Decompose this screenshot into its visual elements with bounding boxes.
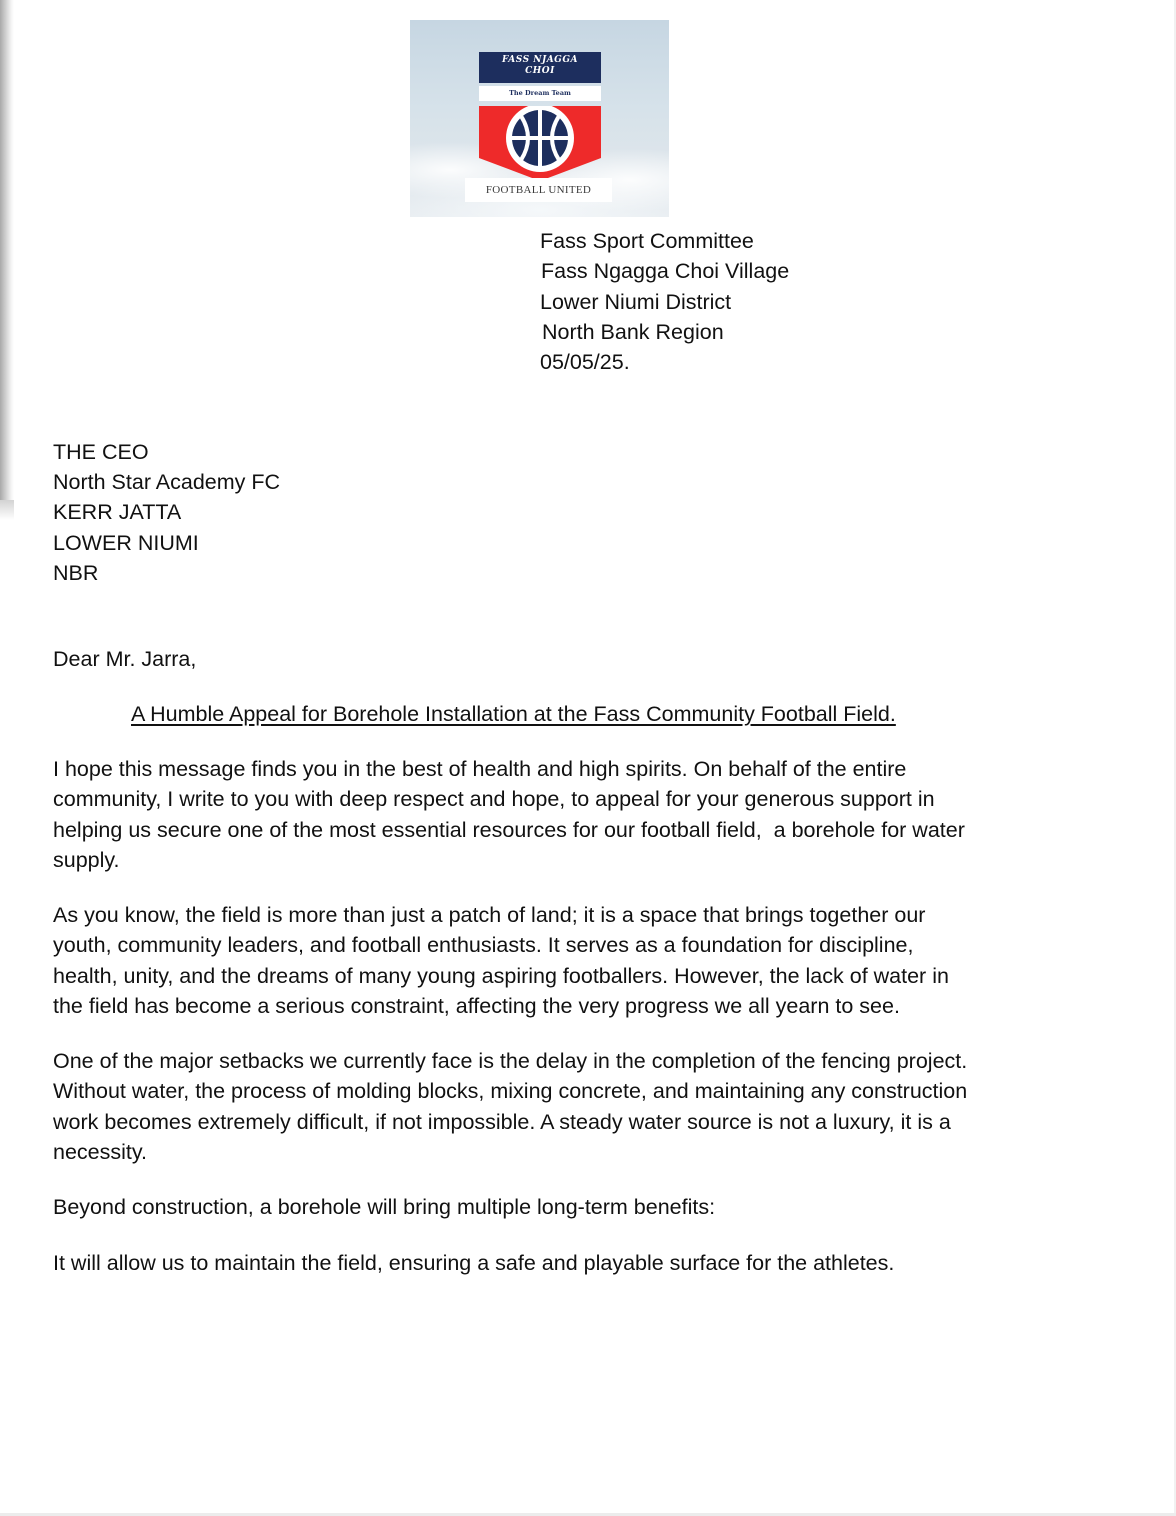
recipient-line: KERR JATTA bbox=[53, 500, 182, 525]
logo-team-name-line1: FASS NJAGGA bbox=[501, 55, 579, 65]
recipient-line: NBR bbox=[53, 560, 99, 585]
sender-date: 05/05/25. bbox=[540, 350, 630, 375]
body-paragraph bbox=[53, 1192, 1043, 1222]
paragraph-line: community, I write to you with deep respect and hope, to appeal for your generous support in bbox=[53, 787, 935, 812]
paragraph-line: health, unity, and the dreams of many young aspiring footballers. However, the lack of water in bbox=[53, 963, 949, 988]
paragraph-line: youth, community leaders, and football enthusiasts. It serves as a foundation for discipline, bbox=[53, 933, 914, 958]
logo-footer-label: FOOTBALL UNITED bbox=[465, 178, 612, 202]
paragraph-line: As you know, the field is more than just a patch of land; it is a space that brings together our bbox=[53, 903, 926, 927]
sender-line: Fass Ngagga Choi Village bbox=[541, 259, 790, 284]
recipient-line: LOWER NIUMI bbox=[53, 530, 199, 555]
paragraph-line: One of the major setbacks we currently face is the delay in the completion of the fencing project. bbox=[53, 1049, 968, 1073]
sender-line: Fass Sport Committee bbox=[540, 229, 754, 253]
team-logo bbox=[410, 20, 669, 217]
body-paragraph bbox=[53, 1046, 1043, 1167]
logo-team-name-banner bbox=[479, 52, 601, 83]
basketball-icon bbox=[506, 106, 574, 172]
logo-pennant bbox=[479, 106, 601, 181]
paragraph-line: helping us secure one of the most essential resources for our football field, a borehole for water bbox=[53, 817, 965, 842]
paragraph-line: Without water, the process of molding blocks, mixing concrete, and maintaining any construction bbox=[53, 1079, 968, 1104]
sender-line: Lower Niumi District bbox=[540, 289, 732, 314]
paragraph-line: work becomes extremely difficult, if not impossible. A steady water source is not a luxury, it is a bbox=[53, 1109, 951, 1134]
recipient-address bbox=[53, 437, 280, 588]
recipient-line: THE CEO bbox=[53, 440, 149, 464]
recipient-line: North Star Academy FC bbox=[53, 470, 281, 495]
paragraph-line: supply. bbox=[53, 847, 120, 872]
body-paragraph bbox=[53, 1248, 1043, 1278]
sender-address bbox=[540, 226, 789, 377]
body-paragraph bbox=[53, 754, 1043, 875]
paragraph-line: I hope this message finds you in the best of health and high spirits. On behalf of the entire bbox=[53, 757, 907, 781]
paragraph-line: necessity. bbox=[53, 1139, 147, 1164]
sender-line: North Bank Region bbox=[542, 319, 724, 344]
letter-subject: A Humble Appeal for Borehole Installation at the Fass Community Football Field. bbox=[131, 702, 896, 726]
logo-team-name-line2: CHOI bbox=[525, 66, 555, 76]
body-paragraph bbox=[53, 900, 1043, 1021]
salutation: Dear Mr. Jarra, bbox=[53, 647, 197, 671]
paragraph-line: Beyond construction, a borehole will bring multiple long-term benefits: bbox=[53, 1195, 716, 1219]
page-edge-shadow bbox=[0, 0, 14, 500]
paragraph-line: It will allow us to maintain the field, ensuring a safe and playable surface for the athletes. bbox=[53, 1251, 895, 1275]
logo-tagline: The Dream Team bbox=[479, 86, 601, 101]
paragraph-line: the field has become a serious constraint, affecting the very progress we all yearn to see. bbox=[53, 993, 900, 1018]
